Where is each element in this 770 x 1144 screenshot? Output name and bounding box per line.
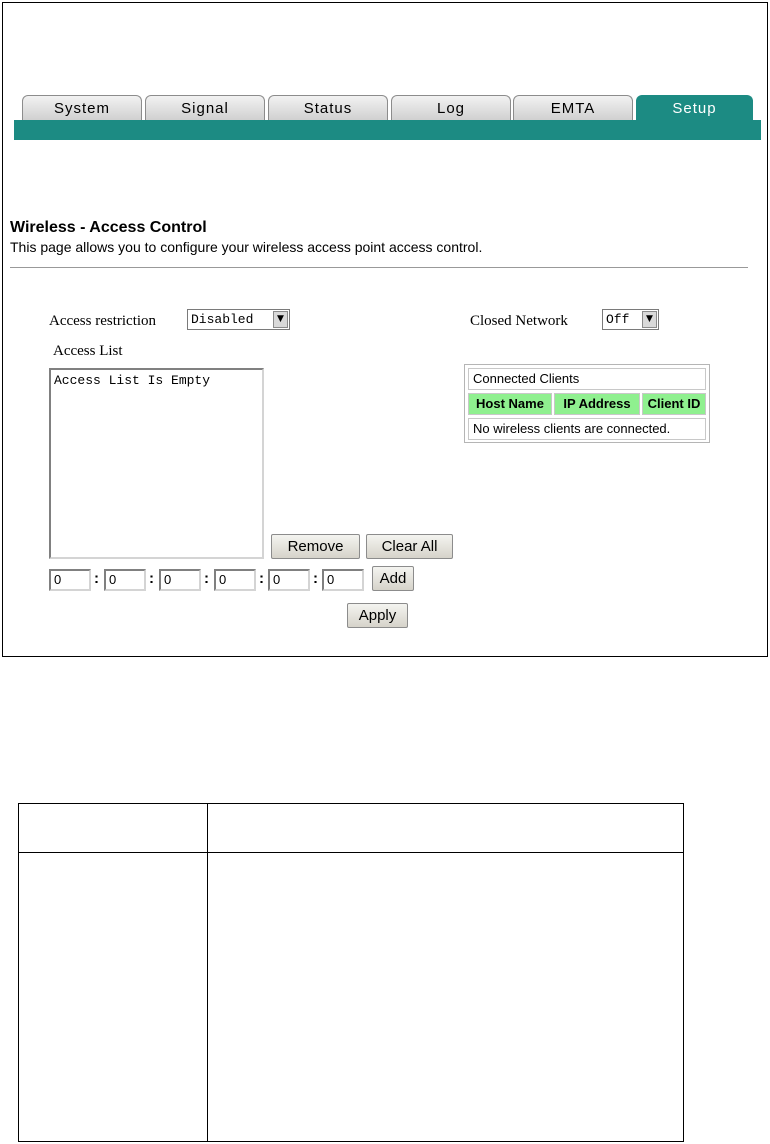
mac-octet-2-input[interactable]: 0 bbox=[104, 569, 146, 591]
empty-clients-message: No wireless clients are connected. bbox=[468, 418, 706, 440]
connected-clients-table bbox=[464, 364, 710, 443]
mac-octet-1-input[interactable]: 0 bbox=[49, 569, 91, 591]
table-column-divider bbox=[207, 804, 208, 1141]
remove-button[interactable]: Remove bbox=[271, 534, 360, 559]
tab-setup[interactable]: Setup bbox=[636, 95, 753, 121]
chevron-down-icon[interactable]: ▼ bbox=[273, 311, 288, 328]
tab-system[interactable]: System bbox=[22, 95, 142, 121]
access-restriction-select[interactable] bbox=[187, 309, 290, 330]
mac-separator: : bbox=[313, 570, 318, 587]
tab-underline-bar bbox=[14, 120, 761, 140]
mac-octet-5-input[interactable]: 0 bbox=[268, 569, 310, 591]
column-header-client-id: Client ID bbox=[642, 393, 706, 415]
column-header-host-name: Host Name bbox=[468, 393, 552, 415]
access-list-label: Access List bbox=[53, 343, 123, 359]
page-description: This page allows you to configure your wireless access point access control. bbox=[10, 239, 483, 255]
access-restriction-label: Access restriction bbox=[49, 313, 157, 329]
closed-network-select[interactable] bbox=[602, 309, 659, 330]
mac-separator: : bbox=[94, 570, 99, 587]
tab-signal[interactable]: Signal bbox=[145, 95, 265, 121]
mac-separator: : bbox=[204, 570, 209, 587]
tab-log[interactable]: Log bbox=[391, 95, 511, 121]
mac-separator: : bbox=[149, 570, 154, 587]
column-header-ip-address: IP Address bbox=[554, 393, 640, 415]
closed-network-value: Off bbox=[606, 312, 630, 327]
access-list-box[interactable] bbox=[49, 368, 264, 559]
mac-separator: : bbox=[259, 570, 264, 587]
connected-clients-title: Connected Clients bbox=[468, 368, 706, 390]
access-restriction-value: Disabled bbox=[191, 312, 254, 327]
chevron-down-icon[interactable]: ▼ bbox=[642, 311, 657, 328]
mac-octet-6-input[interactable]: 0 bbox=[322, 569, 364, 591]
clear-all-button[interactable]: Clear All bbox=[366, 534, 453, 559]
tab-status[interactable]: Status bbox=[268, 95, 388, 121]
add-button[interactable]: Add bbox=[372, 566, 414, 591]
page-title: Wireless - Access Control bbox=[10, 219, 207, 236]
tab-emta[interactable]: EMTA bbox=[513, 95, 633, 121]
description-table bbox=[18, 803, 684, 1142]
mac-octet-3-input[interactable]: 0 bbox=[159, 569, 201, 591]
table-row-divider bbox=[19, 852, 683, 853]
list-item[interactable]: Access List Is Empty bbox=[54, 373, 211, 388]
divider bbox=[10, 267, 748, 268]
apply-button[interactable]: Apply bbox=[347, 603, 408, 628]
mac-octet-4-input[interactable]: 0 bbox=[214, 569, 256, 591]
closed-network-label: Closed Network bbox=[470, 313, 568, 329]
